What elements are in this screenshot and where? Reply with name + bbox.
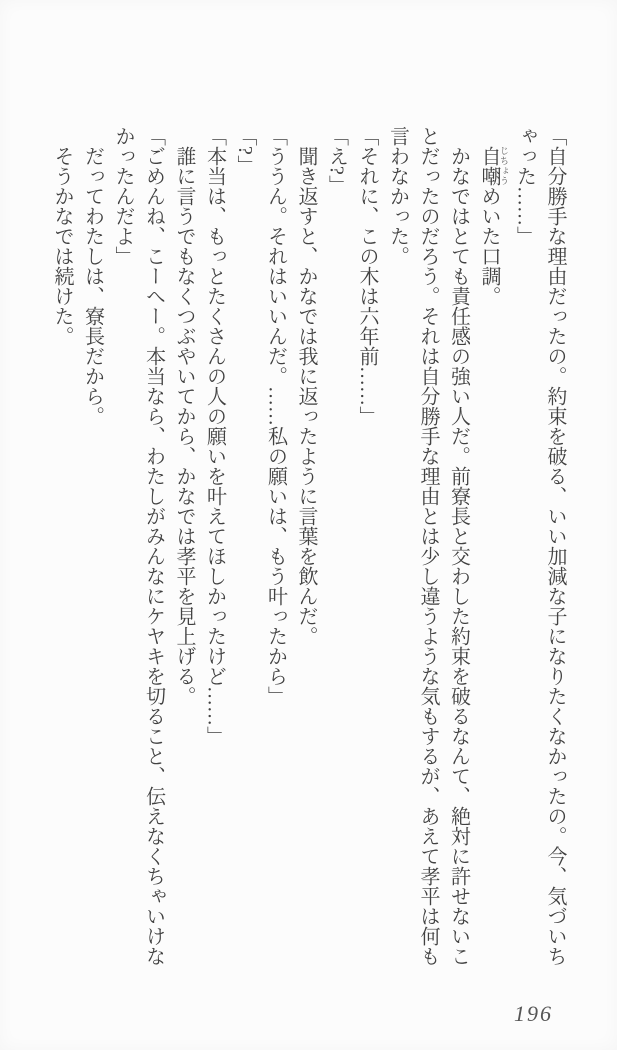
ruby-base: 自嘲: [478, 146, 500, 186]
furigana-jichou: [478, 146, 509, 186]
paragraph-narration-3: かなではとても責任感の強い人だ。前寮長と交わした約束を破るなんて、絶対に許せないことだったのだろう。それは自分勝手な理由とは少し違うような気もするが、あえて孝平は何も言わなかった。: [386, 126, 470, 966]
paragraph-narration-2: [474, 126, 510, 968]
page-text-block: [47, 126, 571, 968]
ruby-text: じちょう: [499, 146, 509, 186]
paragraph-narration-12: だってわたしは、寮長だから。: [81, 146, 104, 426]
paragraph-dialogue-8: 「?」: [234, 126, 256, 175]
paragraph-dialogue-4: 「それに、この木は六年前……」: [356, 126, 378, 426]
paragraph-dialogue-5: 「え?」: [325, 126, 348, 195]
page-number: 196: [514, 1001, 553, 1026]
paragraph-narration-2-rest: めいた口調。: [478, 186, 500, 306]
paragraph-dialogue-11: 「ごめんね、こーへー。本当なら、わたしがみんなにケヤキを切ること、伝えなくちゃいけなかったんだよ」: [112, 126, 165, 966]
paragraph-dialogue-9: 「本当は、もっとたくさんの人の願いを叶えてほしかったけど……」: [203, 126, 226, 746]
paragraph-narration-13: そうかなでは続けた。: [51, 146, 73, 346]
paragraph-narration-10: 誰に言うでもなくつぶやいてから、かなでは孝平を見上げる。: [173, 146, 195, 706]
paragraph-dialogue-1: 「自分勝手な理由だったの。約束を破る、いい加減な子になりたくなかったの。今、気づいちゃった……」: [513, 126, 566, 966]
paragraph-dialogue-7: 「ううん。それはいいんだ。……私の願いは、もう叶ったから」: [264, 126, 287, 706]
paragraph-narration-6: 聞き返すと、かなでは我に返ったように言葉を飲んだ。: [295, 146, 317, 646]
